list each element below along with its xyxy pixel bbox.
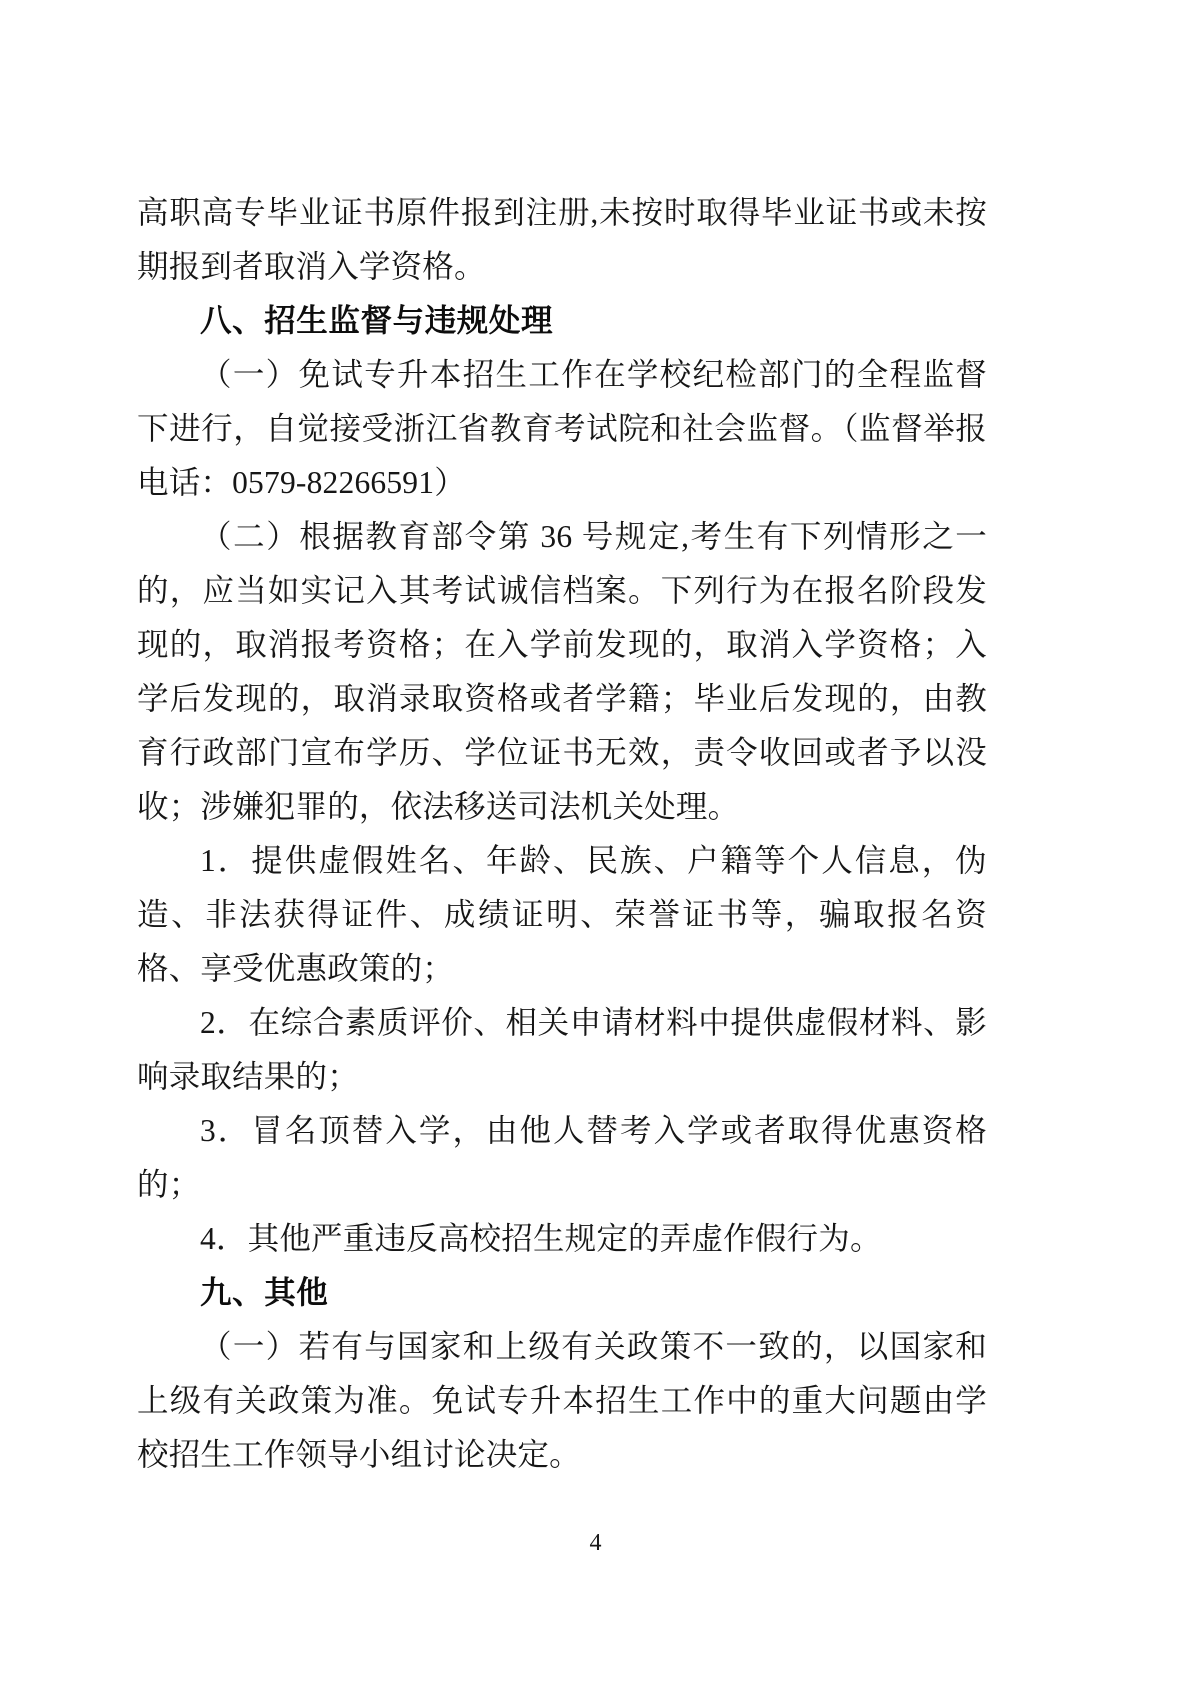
list-item-2: 2．在综合素质评价、相关申请材料中提供虚假材料、影响录取结果的； bbox=[137, 1005, 987, 1094]
page-number: 4 bbox=[589, 1530, 602, 1556]
paragraph-8-1: （一）免试专升本招生工作在学校纪检部门的全程监督下进行，自觉接受浙江省教育考试院和社会监督。（监督举报电话：0579-82266591） bbox=[137, 357, 987, 500]
section-heading-nine: 九、其他 bbox=[200, 1275, 329, 1311]
paragraph-9-1: （一）若有与国家和上级有关政策不一致的，以国家和上级有关政策为准。免试专升本招生工作中的重大问题由学校招生工作领导小组讨论决定。 bbox=[137, 1329, 987, 1472]
document-body bbox=[137, 186, 987, 1482]
section-heading-eight: 八、招生监督与违规处理 bbox=[200, 303, 554, 339]
list-item-1: 1．提供虚假姓名、年龄、民族、户籍等个人信息，伪造、非法获得证件、成绩证明、荣誉证书等，骗取报名资格、享受优惠政策的； bbox=[137, 843, 987, 986]
paragraph-continued: 高职高专毕业证书原件报到注册,未按时取得毕业证书或未按期报到者取消入学资格。 bbox=[137, 195, 987, 284]
list-item-3: 3．冒名顶替入学，由他人替考入学或者取得优惠资格的； bbox=[137, 1113, 987, 1202]
list-item-4: 4．其他严重违反高校招生规定的弄虚作假行为。 bbox=[200, 1221, 882, 1256]
paragraph-8-2: （二）根据教育部令第 36 号规定,考生有下列情形之一的，应当如实记入其考试诚信档案。下列行为在报名阶段发现的，取消报考资格；在入学前发现的，取消入学资格；入学后发现的，取消录取资格或者学籍；毕业后发现的，由教育行政部门宣布学历、学位证书无效，责令收回或者予以没收；涉嫌犯罪的，依法移送司法机关处理。 bbox=[137, 519, 987, 824]
